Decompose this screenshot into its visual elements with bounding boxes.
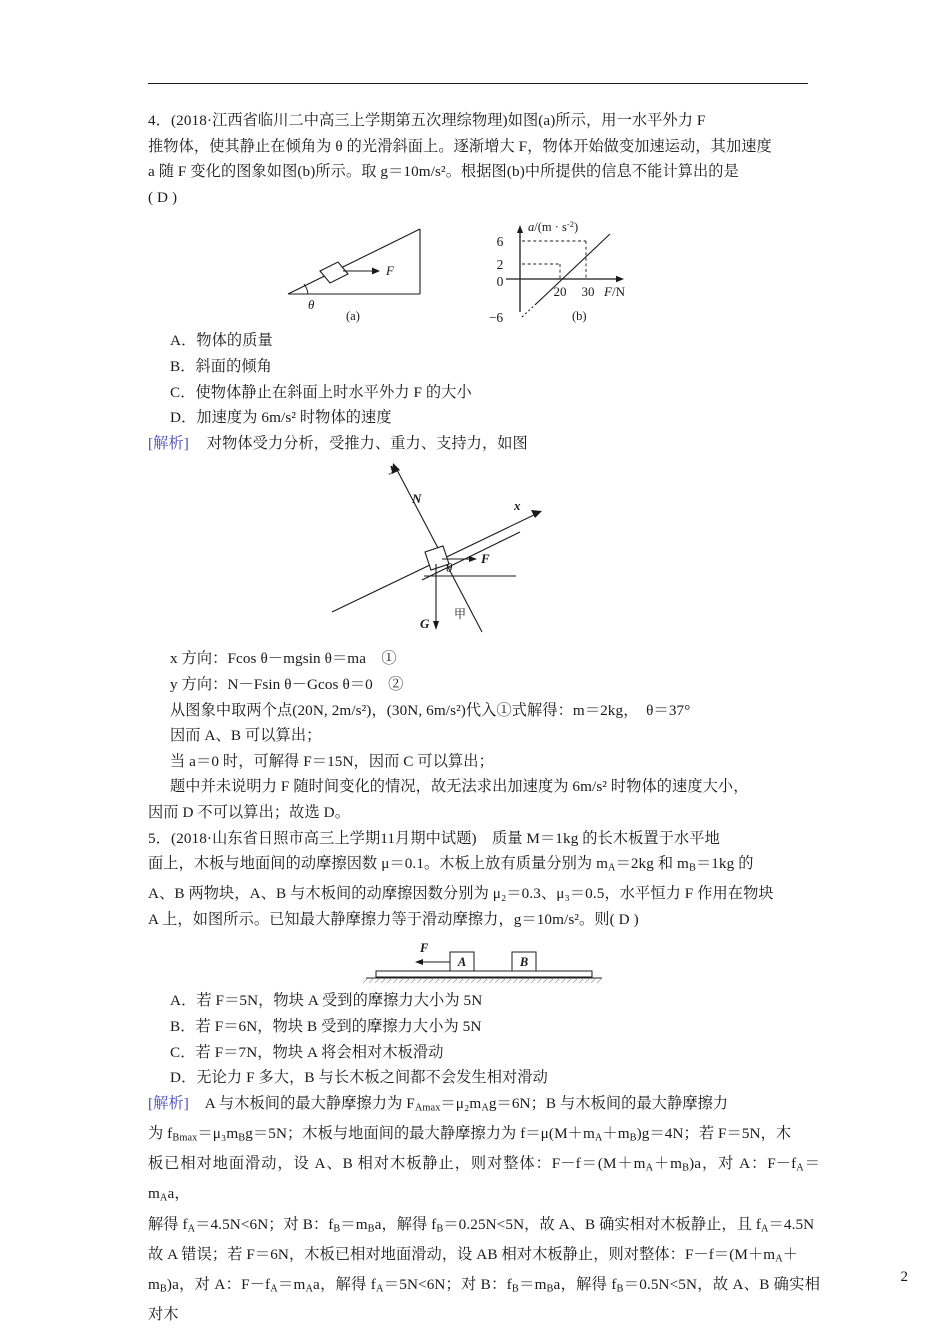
q5-solution-line-3: 板已相对地面滑动，设 A、B 相对木板静止，则对整体：$F-f=(M+m_A+m_B)a$，对 A：$F-f_A=m_Aa$， [148,1155,820,1204]
q5-solution-label: [解析] [148,1094,189,1112]
q4-solution-label: [解析] [148,434,189,452]
q4-fig-a-force-label: F [386,263,394,279]
q5-figure [148,938,820,984]
q4-fig-b-ytick-neg6: −6 [488,310,504,325]
q4-figures [148,216,820,324]
q4-option-d: D．加速度为 6m/s² 时物体的速度 [170,409,392,427]
q4-axis-label-y: y [390,460,396,476]
q4-stem-line-1: 4．(2018·江西省临川二中高三上学期第五次理综物理)如图(a)所示，用一水平外力 F [148,112,706,129]
q4-figure-svg [148,216,820,324]
q5-stem-line-2: 面上，木板与地面间的动摩擦因数 μ＝0.1。木板上放有质量分别为 $m_A=2kg$ 和 $m_B=1kg$ 的 [148,855,754,874]
q5-solution-line-6: $m_B)a$，对 A：$F-f_A=m_Aa$，解得 $f_A=5N<6N$；对 B：$f_B=m_Ba$，解得 $f_B=0.5N<5N$，故 A、B 确实相对木 [148,1275,821,1324]
q4-equation-1: x 方向：Fcos θ－mgsin θ＝ma ① [170,650,397,668]
q5-stem-line-4: A 上，如图所示。已知最大静摩擦力等于滑动摩擦力，g＝10m/s²。则( D ) [148,910,639,928]
q5-option-d: D．无论力 F 多大，B 与长木板之间都不会发生相对滑动 [170,1069,548,1087]
q5-solution-line-5: 故 A 错误；若 F＝6N，木板已相对地面滑动，设 AB 相对木板静止，则对整体：$F-f=(M+m_A+$ [148,1245,799,1265]
q4-force-diagram [148,460,820,640]
header-rule [148,83,808,84]
q5-solution-first-line [148,1091,820,1121]
q4-fig-b-x-label: F/N [604,284,625,300]
q5-solution-line-4: 解得 $f_A=4.5N<6N$；对 B：$f_B=m_Ba$，解得 $f_B=0.25N<5N$，故 A、B 确实相对木板静止，且 $f_A=4.5N$ [148,1215,815,1235]
q4-solution-line-4: 题中并未说明力 F 随时间变化的情况，故无法求出加速度为 6m/s² 时物体的速度大小， [170,778,749,796]
page-content [148,108,820,1328]
q4-force-label-G: G [420,616,430,632]
q5-solution-line-1: A 与木板间的最大静摩擦力为 $F_{Amax}=\mu_2m_Ag=6N$；B 与木板间的最大静摩擦力 [204,1094,729,1114]
q5-option-c: C．若 F＝7N，物块 A 将会相对木板滑动 [170,1043,444,1061]
q4-fig-b-ytick-6: 6 [496,234,504,250]
q4-option-a: A．物体的质量 [170,332,273,350]
q4-solution-line-5: 因而 D 不可以算出；故选 D。 [148,803,350,821]
q5-block-b-label: B [519,955,529,970]
q4-fig-b-ytick-0: 0 [496,274,504,290]
q4-stem-line-3: a 随 F 变化的图象如图(b)所示。取 g＝10m/s²。根据图(b)中所提供的信息不能计算出的是 [148,163,739,181]
q4-solution-line [148,431,820,457]
q4-option-c: C．使物体静止在斜面上时水平外力 F 的大小 [170,383,472,401]
page-number: 2 [900,1269,908,1285]
q5-solution-line-2: 为 $f_{Bmax}=\mu_3m_Bg=5N$；木板与地面间的最大静摩擦力为 $f=\mu(M+m_A+m_B)g=4N$；若 F＝5N，木 [148,1125,792,1144]
q4-equation-2: y 方向：N－Fsin θ－Gcos θ＝0 ② [170,675,404,693]
q4-force-diagram-caption: 甲 [454,607,467,622]
q4-solution-line-1: 从图象中取两个点(20N, 2m/s²)，(30N, 6m/s²)代入①式解得：m＝2kg， θ＝37° [170,701,691,719]
q5-figure-svg [334,938,634,984]
q5-stem-line-3: A、B 两物块，A、B 与木板间的动摩擦因数分别为 μ₂＝0.3、μ₃＝0.5，水平恒力 F 作用在物块 [148,885,774,903]
q5-force-label: F [420,941,429,956]
q4-fig-b-ytick-2: 2 [496,257,504,273]
q4-option-b: B．斜面的倾角 [170,357,272,375]
q4-fig-a-angle-label: θ [308,297,315,313]
q4-fig-b-y-label: $a/(m \cdot s^{-2})$ [528,219,579,235]
q4-stem-line-2: 推物体，使其静止在倾角为 θ 的光滑斜面上。逐渐增大 F，物体开始做变加速运动，其加速度 [148,137,772,155]
q4-solution-intro: 对物体受力分析，受推力、重力、支持力，如图 [206,434,528,452]
q4-axis-label-x: x [514,498,521,514]
q5-option-a: A．若 F＝5N，物块 A 受到的摩擦力大小为 5N [170,992,483,1010]
q4-fig-b-caption: (b) [572,309,587,324]
q5-block-a-label: A [457,955,467,970]
q4-force-diagram-svg [324,460,644,640]
q4-fig-b-xtick-20: 20 [553,284,567,300]
q4-solution-line-3: 当 a＝0 时，可解得 F＝15N，因而 C 可以算出； [170,752,494,770]
q4-solution-line-2: 因而 A、B 可以算出； [170,727,322,745]
q4-fig-b-xtick-30: 30 [581,284,595,300]
q4-fig-a-caption: (a) [346,309,360,324]
q4-force-label-N: N [412,491,422,507]
q5-stem-line-1: 5．(2018·山东省日照市高三上学期11月期中试题) 质量 M＝1kg 的长木板置于水平地 [148,829,720,847]
q5-option-b: B．若 F＝6N，物块 B 受到的摩擦力大小为 5N [170,1018,482,1036]
q4-force-label-theta: θ [446,560,453,576]
q4-answer-mark: ( D ) [148,188,178,206]
q4-force-label-F: F [481,551,490,567]
